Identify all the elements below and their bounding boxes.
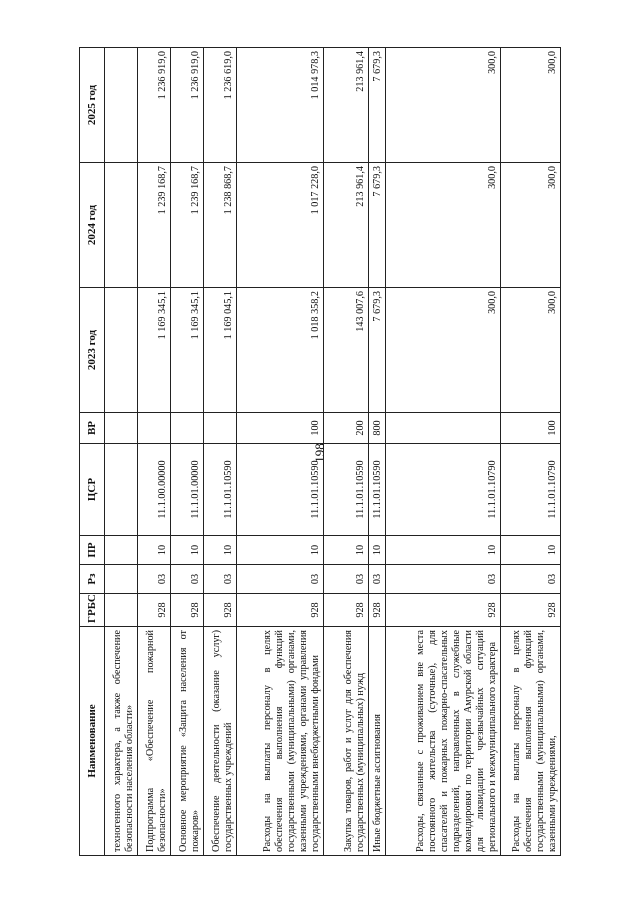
row-pr: 10 (237, 536, 324, 565)
row-2024: 1 017 228,0 (237, 163, 324, 288)
row-rz: 03 (369, 565, 386, 594)
row-csr: 11.1.01.00000 (171, 444, 204, 536)
row-2025: 1 014 978,3 (237, 48, 324, 163)
row-grbs: 928 (171, 594, 204, 627)
header-2025: 2025 год (80, 48, 105, 163)
row-2024: 213 961,4 (323, 163, 368, 288)
row-name: Расходы на выплаты персоналу в целях обеспечения выполнения функций государственными (муниципальными) органами, казенными учреждениями, органами управления государственными внебюджетными фондами (237, 627, 324, 856)
rotated-table-container (79, 48, 561, 856)
row-2024: 1 239 168,7 (138, 163, 171, 288)
row-csr: 11.1.01.10790 (501, 444, 561, 536)
row-2025: 300,0 (501, 48, 561, 163)
row-grbs: 928 (138, 594, 171, 627)
table-header-row (80, 48, 105, 856)
row-2024: 300,0 (501, 163, 561, 288)
header-2023: 2023 год (80, 288, 105, 413)
header-pr: ПР (80, 536, 105, 565)
row-2023: 300,0 (501, 288, 561, 413)
row-name: Иные бюджетные ассигнования (369, 627, 386, 856)
row-pr: 10 (171, 536, 204, 565)
budget-table (79, 47, 561, 856)
row-2025: 213 961,4 (323, 48, 368, 163)
row-vr (204, 413, 237, 444)
row-rz: 03 (171, 565, 204, 594)
row-2023 (105, 288, 138, 413)
row-grbs: 928 (501, 594, 561, 627)
row-vr (171, 413, 204, 444)
row-2025: 7 679,3 (369, 48, 386, 163)
row-grbs: 928 (323, 594, 368, 627)
row-2024: 1 239 168,7 (171, 163, 204, 288)
row-name: Обеспечение деятельности (оказание услуг) государственных учреждений (204, 627, 237, 856)
table-row (138, 48, 171, 856)
table-row (385, 48, 501, 856)
row-vr (105, 413, 138, 444)
row-grbs: 928 (369, 594, 386, 627)
row-pr: 10 (204, 536, 237, 565)
row-name: Расходы на выплаты персоналу в целях обеспечения выполнения функций государственными (муниципальными) органами, казенными учреждениями, (501, 627, 561, 856)
row-name: Расходы, связанные с проживанием вне места постоянного жительства (суточные), для спасателей и пожарных пожарно-спасательных подразделений, направленных в служебные командировки по территории Амурской области для ликвидации чрезвычайных ситуаций регионального и межмуниципального характера (385, 627, 501, 856)
row-2024 (105, 163, 138, 288)
row-2025: 300,0 (385, 48, 501, 163)
row-csr: 11.1.00.00000 (138, 444, 171, 536)
header-csr: ЦСР (80, 444, 105, 536)
row-2023: 1 169 045,1 (204, 288, 237, 413)
row-2025: 1 236 619,0 (204, 48, 237, 163)
row-2025: 1 236 919,0 (138, 48, 171, 163)
row-csr (105, 444, 138, 536)
table-row (369, 48, 386, 856)
header-2024: 2024 год (80, 163, 105, 288)
page-number: 198 (312, 443, 327, 463)
table-row (171, 48, 204, 856)
row-rz: 03 (323, 565, 368, 594)
row-csr: 11.1.01.10590 (323, 444, 368, 536)
row-vr: 800 (369, 413, 386, 444)
table-row (105, 48, 138, 856)
row-2023: 1 018 358,2 (237, 288, 324, 413)
row-pr: 10 (369, 536, 386, 565)
row-name: Закупка товаров, работ и услуг для обеспечения государственных (муниципальных) нужд (323, 627, 368, 856)
row-rz: 03 (385, 565, 501, 594)
table-row (204, 48, 237, 856)
row-vr: 100 (237, 413, 324, 444)
row-grbs: 928 (385, 594, 501, 627)
row-2023: 7 679,3 (369, 288, 386, 413)
row-rz: 03 (237, 565, 324, 594)
header-rz: Рз (80, 565, 105, 594)
table-row (237, 48, 324, 856)
row-2024: 300,0 (385, 163, 501, 288)
row-pr: 10 (138, 536, 171, 565)
row-vr: 100 (501, 413, 561, 444)
table-row (323, 48, 368, 856)
row-name: техногенного характера, а также обеспечение безопасности населения области» (105, 627, 138, 856)
row-vr (385, 413, 501, 444)
row-rz: 03 (501, 565, 561, 594)
row-rz: 03 (204, 565, 237, 594)
header-name: Наименование (80, 627, 105, 856)
row-2023: 1 169 345,1 (171, 288, 204, 413)
row-name: Подпрограмма «Обеспечение пожарной безопасности» (138, 627, 171, 856)
row-csr: 11.1.01.10790 (385, 444, 501, 536)
table-row (501, 48, 561, 856)
header-grbs: ГРБС (80, 594, 105, 627)
row-grbs: 928 (204, 594, 237, 627)
row-csr: 11.1.01.10590 (369, 444, 386, 536)
row-vr: 200 (323, 413, 368, 444)
row-2025: 1 236 919,0 (171, 48, 204, 163)
row-grbs: 928 (237, 594, 324, 627)
header-vr: ВР (80, 413, 105, 444)
row-pr: 10 (385, 536, 501, 565)
row-vr (138, 413, 171, 444)
row-csr: 11.1.01.10590 (204, 444, 237, 536)
row-2023: 143 007,6 (323, 288, 368, 413)
row-rz (105, 565, 138, 594)
row-pr (105, 536, 138, 565)
row-2023: 1 169 345,1 (138, 288, 171, 413)
row-2024: 7 679,3 (369, 163, 386, 288)
row-2024: 1 238 868,7 (204, 163, 237, 288)
row-csr: 11.1.01.10590 (237, 444, 324, 536)
row-2023: 300,0 (385, 288, 501, 413)
row-pr: 10 (501, 536, 561, 565)
row-grbs (105, 594, 138, 627)
row-pr: 10 (323, 536, 368, 565)
row-rz: 03 (138, 565, 171, 594)
row-2025 (105, 48, 138, 163)
row-name: Основное мероприятие «Защита населения от пожаров» (171, 627, 204, 856)
